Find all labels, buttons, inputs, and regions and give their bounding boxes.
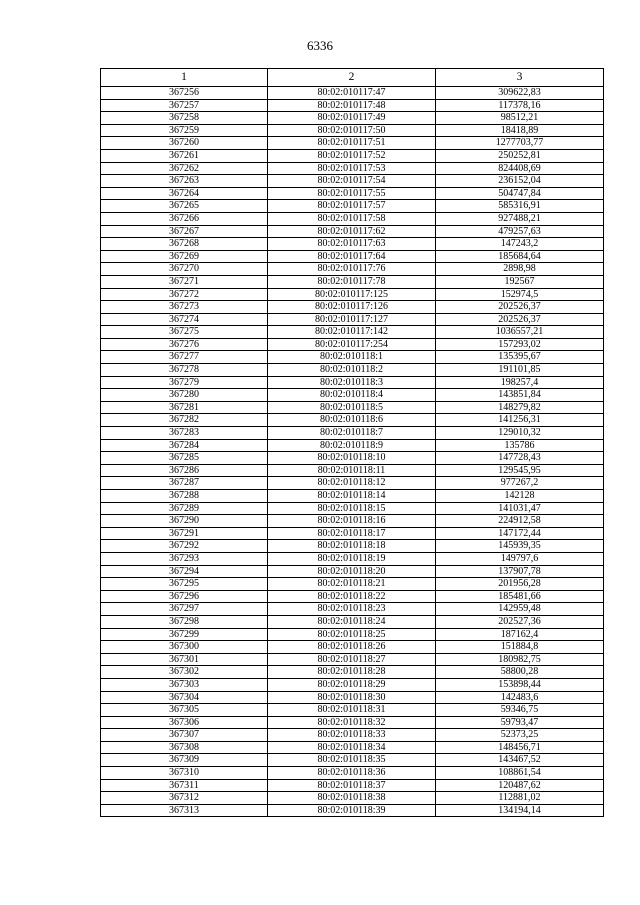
- row-number-cell: 367303: [101, 678, 268, 691]
- row-number-cell: 367295: [101, 578, 268, 591]
- cadastral-number-cell: 80:02:010118:23: [268, 603, 436, 616]
- cadastral-number-cell: 80:02:010117:58: [268, 212, 436, 225]
- row-number-cell: 367270: [101, 263, 268, 276]
- row-number-cell: 367271: [101, 275, 268, 288]
- data-table: [100, 68, 604, 817]
- value-cell: 145939,35: [436, 540, 604, 553]
- cadastral-number-cell: 80:02:010117:126: [268, 301, 436, 314]
- row-number-cell: 367311: [101, 779, 268, 792]
- value-cell: 117378,16: [436, 99, 604, 112]
- value-cell: 120487,62: [436, 779, 604, 792]
- row-number-cell: 367278: [101, 364, 268, 377]
- value-cell: 137907,78: [436, 565, 604, 578]
- value-cell: 112881,02: [436, 792, 604, 805]
- row-number-cell: 367267: [101, 225, 268, 238]
- value-cell: 59346,75: [436, 704, 604, 717]
- cadastral-number-cell: 80:02:010118:7: [268, 427, 436, 440]
- value-cell: 142483,6: [436, 691, 604, 704]
- row-number-cell: 367279: [101, 376, 268, 389]
- cadastral-number-cell: 80:02:010118:34: [268, 741, 436, 754]
- table-row: [101, 401, 604, 414]
- cadastral-number-cell: 80:02:010117:57: [268, 200, 436, 213]
- cadastral-number-cell: 80:02:010117:125: [268, 288, 436, 301]
- table-row: [101, 212, 604, 225]
- row-number-cell: 367277: [101, 351, 268, 364]
- cadastral-number-cell: 80:02:010118:30: [268, 691, 436, 704]
- cadastral-number-cell: 80:02:010117:76: [268, 263, 436, 276]
- cadastral-number-cell: 80:02:010118:16: [268, 515, 436, 528]
- cadastral-number-cell: 80:02:010118:37: [268, 779, 436, 792]
- table-row: [101, 666, 604, 679]
- cadastral-number-cell: 80:02:010118:18: [268, 540, 436, 553]
- row-number-cell: 367256: [101, 87, 268, 100]
- cadastral-number-cell: 80:02:010117:54: [268, 175, 436, 188]
- cadastral-number-cell: 80:02:010118:36: [268, 767, 436, 780]
- row-number-cell: 367257: [101, 99, 268, 112]
- row-number-cell: 367302: [101, 666, 268, 679]
- cadastral-number-cell: 80:02:010118:1: [268, 351, 436, 364]
- table-body: [101, 87, 604, 817]
- value-cell: 202526,37: [436, 313, 604, 326]
- cadastral-number-cell: 80:02:010118:28: [268, 666, 436, 679]
- row-number-cell: 367284: [101, 439, 268, 452]
- row-number-cell: 367292: [101, 540, 268, 553]
- value-cell: 52373,25: [436, 729, 604, 742]
- row-number-cell: 367299: [101, 628, 268, 641]
- table-row: [101, 238, 604, 251]
- row-number-cell: 367269: [101, 250, 268, 263]
- table-row: [101, 427, 604, 440]
- value-cell: 142128: [436, 490, 604, 503]
- value-cell: 157293,02: [436, 338, 604, 351]
- value-cell: 147172,44: [436, 527, 604, 540]
- row-number-cell: 367276: [101, 338, 268, 351]
- header-row: [101, 69, 604, 87]
- row-number-cell: 367301: [101, 653, 268, 666]
- value-cell: 927488,21: [436, 212, 604, 225]
- cadastral-number-cell: 80:02:010117:53: [268, 162, 436, 175]
- table-row: [101, 376, 604, 389]
- cadastral-number-cell: 80:02:010117:78: [268, 275, 436, 288]
- row-number-cell: 367289: [101, 502, 268, 515]
- value-cell: 224912,58: [436, 515, 604, 528]
- cadastral-number-cell: 80:02:010118:26: [268, 641, 436, 654]
- row-number-cell: 367281: [101, 401, 268, 414]
- cadastral-number-cell: 80:02:010118:10: [268, 452, 436, 465]
- value-cell: 236152,04: [436, 175, 604, 188]
- cadastral-number-cell: 80:02:010117:62: [268, 225, 436, 238]
- value-cell: 2898,98: [436, 263, 604, 276]
- value-cell: 148279,82: [436, 401, 604, 414]
- table-row: [101, 502, 604, 515]
- row-number-cell: 367286: [101, 464, 268, 477]
- table-row: [101, 767, 604, 780]
- table-row: [101, 124, 604, 137]
- column-header-2: 2: [268, 69, 436, 87]
- row-number-cell: 367264: [101, 187, 268, 200]
- table-row: [101, 439, 604, 452]
- value-cell: 479257,63: [436, 225, 604, 238]
- row-number-cell: 367290: [101, 515, 268, 528]
- table-row: [101, 351, 604, 364]
- table-row: [101, 452, 604, 465]
- value-cell: 187162,4: [436, 628, 604, 641]
- row-number-cell: 367274: [101, 313, 268, 326]
- cadastral-number-cell: 80:02:010118:5: [268, 401, 436, 414]
- row-number-cell: 367288: [101, 490, 268, 503]
- value-cell: 134194,14: [436, 804, 604, 817]
- cadastral-number-cell: 80:02:010117:55: [268, 187, 436, 200]
- cadastral-number-cell: 80:02:010118:27: [268, 653, 436, 666]
- table-row: [101, 691, 604, 704]
- table-row: [101, 527, 604, 540]
- cadastral-number-cell: 80:02:010117:142: [268, 326, 436, 339]
- cadastral-number-cell: 80:02:010118:2: [268, 364, 436, 377]
- cadastral-number-cell: 80:02:010117:63: [268, 238, 436, 251]
- value-cell: 142959,48: [436, 603, 604, 616]
- row-number-cell: 367261: [101, 149, 268, 162]
- table-row: [101, 99, 604, 112]
- table-row: [101, 590, 604, 603]
- table-row: [101, 754, 604, 767]
- table-row: [101, 615, 604, 628]
- row-number-cell: 367283: [101, 427, 268, 440]
- row-number-cell: 367282: [101, 414, 268, 427]
- value-cell: 202526,37: [436, 301, 604, 314]
- table-row: [101, 490, 604, 503]
- row-number-cell: 367304: [101, 691, 268, 704]
- cadastral-number-cell: 80:02:010117:52: [268, 149, 436, 162]
- value-cell: 977267,2: [436, 477, 604, 490]
- table-row: [101, 792, 604, 805]
- table-row: [101, 477, 604, 490]
- cadastral-number-cell: 80:02:010118:6: [268, 414, 436, 427]
- column-header-1: 1: [101, 69, 268, 87]
- table-row: [101, 414, 604, 427]
- cadastral-number-cell: 80:02:010118:17: [268, 527, 436, 540]
- row-number-cell: 367300: [101, 641, 268, 654]
- table-row: [101, 250, 604, 263]
- value-cell: 152974,5: [436, 288, 604, 301]
- cadastral-number-cell: 80:02:010118:24: [268, 615, 436, 628]
- cadastral-number-cell: 80:02:010118:33: [268, 729, 436, 742]
- value-cell: 59793,47: [436, 716, 604, 729]
- table-row: [101, 741, 604, 754]
- table-row: [101, 326, 604, 339]
- page-number: 6336: [307, 38, 333, 53]
- value-cell: 129010,32: [436, 427, 604, 440]
- value-cell: 141031,47: [436, 502, 604, 515]
- table-row: [101, 175, 604, 188]
- cadastral-number-cell: 80:02:010118:4: [268, 389, 436, 402]
- cadastral-number-cell: 80:02:010118:25: [268, 628, 436, 641]
- row-number-cell: 367275: [101, 326, 268, 339]
- cadastral-number-cell: 80:02:010118:32: [268, 716, 436, 729]
- value-cell: 143467,52: [436, 754, 604, 767]
- value-cell: 1036557,21: [436, 326, 604, 339]
- table-row: [101, 678, 604, 691]
- row-number-cell: 367308: [101, 741, 268, 754]
- value-cell: 153898,44: [436, 678, 604, 691]
- table-row: [101, 804, 604, 817]
- table-row: [101, 313, 604, 326]
- table-row: [101, 200, 604, 213]
- table-row: [101, 137, 604, 150]
- table-row: [101, 275, 604, 288]
- value-cell: 18418,89: [436, 124, 604, 137]
- cadastral-number-cell: 80:02:010117:50: [268, 124, 436, 137]
- table-row: [101, 628, 604, 641]
- value-cell: 135395,67: [436, 351, 604, 364]
- table-row: [101, 704, 604, 717]
- table-row: [101, 187, 604, 200]
- row-number-cell: 367259: [101, 124, 268, 137]
- table-row: [101, 578, 604, 591]
- row-number-cell: 367310: [101, 767, 268, 780]
- value-cell: 185684,64: [436, 250, 604, 263]
- cadastral-number-cell: 80:02:010117:127: [268, 313, 436, 326]
- cadastral-number-cell: 80:02:010118:31: [268, 704, 436, 717]
- cadastral-number-cell: 80:02:010118:19: [268, 552, 436, 565]
- cadastral-number-cell: 80:02:010118:39: [268, 804, 436, 817]
- value-cell: 147243,2: [436, 238, 604, 251]
- row-number-cell: 367262: [101, 162, 268, 175]
- value-cell: 58800,28: [436, 666, 604, 679]
- row-number-cell: 367307: [101, 729, 268, 742]
- table-row: [101, 464, 604, 477]
- cadastral-number-cell: 80:02:010118:12: [268, 477, 436, 490]
- row-number-cell: 367287: [101, 477, 268, 490]
- row-number-cell: 367313: [101, 804, 268, 817]
- cadastral-number-cell: 80:02:010117:49: [268, 112, 436, 125]
- value-cell: 108861,54: [436, 767, 604, 780]
- value-cell: 1277703,77: [436, 137, 604, 150]
- row-number-cell: 367265: [101, 200, 268, 213]
- row-number-cell: 367309: [101, 754, 268, 767]
- cadastral-number-cell: 80:02:010118:14: [268, 490, 436, 503]
- row-number-cell: 367298: [101, 615, 268, 628]
- cadastral-number-cell: 80:02:010117:64: [268, 250, 436, 263]
- value-cell: 585316,91: [436, 200, 604, 213]
- row-number-cell: 367263: [101, 175, 268, 188]
- table-row: [101, 565, 604, 578]
- table-row: [101, 653, 604, 666]
- cadastral-number-cell: 80:02:010118:3: [268, 376, 436, 389]
- table-row: [101, 364, 604, 377]
- value-cell: 147728,43: [436, 452, 604, 465]
- row-number-cell: 367296: [101, 590, 268, 603]
- row-number-cell: 367272: [101, 288, 268, 301]
- row-number-cell: 367266: [101, 212, 268, 225]
- row-number-cell: 367294: [101, 565, 268, 578]
- table-row: [101, 149, 604, 162]
- value-cell: 192567: [436, 275, 604, 288]
- row-number-cell: 367305: [101, 704, 268, 717]
- value-cell: 202527,36: [436, 615, 604, 628]
- cadastral-number-cell: 80:02:010117:254: [268, 338, 436, 351]
- table-row: [101, 552, 604, 565]
- value-cell: 191101,85: [436, 364, 604, 377]
- table-row: [101, 540, 604, 553]
- table-row: [101, 389, 604, 402]
- value-cell: 250252,81: [436, 149, 604, 162]
- row-number-cell: 367306: [101, 716, 268, 729]
- row-number-cell: 367285: [101, 452, 268, 465]
- cadastral-number-cell: 80:02:010118:15: [268, 502, 436, 515]
- cadastral-number-cell: 80:02:010118:38: [268, 792, 436, 805]
- row-number-cell: 367297: [101, 603, 268, 616]
- row-number-cell: 367260: [101, 137, 268, 150]
- table-row: [101, 87, 604, 100]
- value-cell: 151884,8: [436, 641, 604, 654]
- column-header-3: 3: [436, 69, 604, 87]
- table-row: [101, 729, 604, 742]
- row-number-cell: 367268: [101, 238, 268, 251]
- row-number-cell: 367258: [101, 112, 268, 125]
- table-row: [101, 288, 604, 301]
- table-row: [101, 779, 604, 792]
- value-cell: 309622,83: [436, 87, 604, 100]
- table-row: [101, 112, 604, 125]
- value-cell: 143851,84: [436, 389, 604, 402]
- cadastral-number-cell: 80:02:010118:29: [268, 678, 436, 691]
- cadastral-number-cell: 80:02:010117:48: [268, 99, 436, 112]
- value-cell: 149797,6: [436, 552, 604, 565]
- value-cell: 98512,21: [436, 112, 604, 125]
- value-cell: 198257,4: [436, 376, 604, 389]
- cadastral-number-cell: 80:02:010117:47: [268, 87, 436, 100]
- table-row: [101, 338, 604, 351]
- value-cell: 180982,75: [436, 653, 604, 666]
- row-number-cell: 367280: [101, 389, 268, 402]
- value-cell: 135786: [436, 439, 604, 452]
- value-cell: 141256,31: [436, 414, 604, 427]
- table-row: [101, 603, 604, 616]
- value-cell: 148456,71: [436, 741, 604, 754]
- row-number-cell: 367291: [101, 527, 268, 540]
- table-row: [101, 716, 604, 729]
- value-cell: 504747,84: [436, 187, 604, 200]
- cadastral-number-cell: 80:02:010118:22: [268, 590, 436, 603]
- row-number-cell: 367312: [101, 792, 268, 805]
- value-cell: 185481,66: [436, 590, 604, 603]
- cadastral-number-cell: 80:02:010118:9: [268, 439, 436, 452]
- table-row: [101, 641, 604, 654]
- row-number-cell: 367273: [101, 301, 268, 314]
- table-row: [101, 301, 604, 314]
- table-row: [101, 162, 604, 175]
- cadastral-number-cell: 80:02:010118:11: [268, 464, 436, 477]
- value-cell: 201956,28: [436, 578, 604, 591]
- table-row: [101, 515, 604, 528]
- cadastral-number-cell: 80:02:010118:20: [268, 565, 436, 578]
- cadastral-number-cell: 80:02:010118:21: [268, 578, 436, 591]
- cadastral-number-cell: 80:02:010117:51: [268, 137, 436, 150]
- table-row: [101, 225, 604, 238]
- cadastral-number-cell: 80:02:010118:35: [268, 754, 436, 767]
- value-cell: 129545,95: [436, 464, 604, 477]
- value-cell: 824408,69: [436, 162, 604, 175]
- table-row: [101, 263, 604, 276]
- row-number-cell: 367293: [101, 552, 268, 565]
